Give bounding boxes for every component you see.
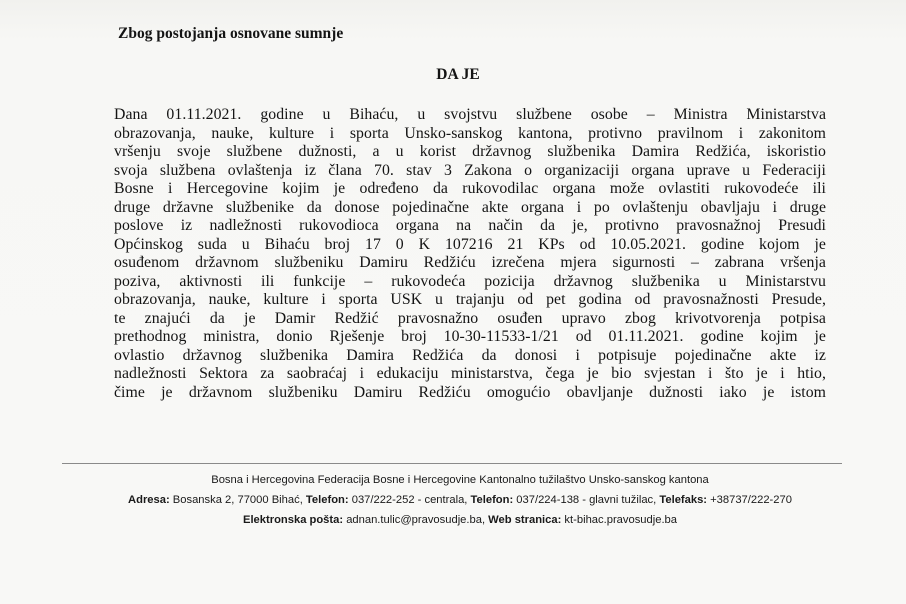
body-paragraph bbox=[114, 106, 826, 402]
section-heading: DA JE bbox=[436, 66, 480, 83]
phone-value: 037/224-138 - glavni tužilac, bbox=[513, 494, 660, 506]
address-value: Bosanska 2, 77000 Bihać, bbox=[169, 494, 306, 506]
footer-online bbox=[70, 510, 850, 530]
text-line: osuđenom državnom službeniku Damiru Redžiću izrečena mjera sigurnosti – zabrana vršenja bbox=[114, 254, 826, 271]
phone-label: Telefon: bbox=[305, 494, 349, 506]
footer-institution: Bosna i Hercegovina Federacija Bosne i Hercegovine Kantonalno tužilaštvo Unsko-sanskog kantona bbox=[211, 474, 709, 486]
fax-label: Telefaks: bbox=[659, 494, 708, 506]
text-line: druge državne službenike da donose pojedinačne akte organa i po ovlaštenju obavljaju i druge bbox=[114, 198, 826, 216]
text-line: Bosne i Hercegovine kojim je određeno da rukovodilac organa može ovlastiti rukovodeće ili bbox=[114, 180, 826, 197]
web-label: Web stranica: bbox=[488, 514, 562, 526]
text-line: svoja službena ovlaštenja iz člana 70. stav 3 Zakona o organizaciji organa uprave u Federaciji bbox=[114, 161, 826, 179]
text-line: obrazovanja, nauke, kulture i sporta Unsko-sanskog kantona, protivno pravilnom i zakonitom bbox=[114, 124, 826, 142]
text-line: čime je državnom službeniku Damiru Redžiću omogućio obavljanje dužnosti iako je istom bbox=[114, 383, 826, 401]
phone-label: Telefon: bbox=[470, 494, 514, 506]
text-line: Općinskog suda u Bihaću broj 17 0 K 107216 21 KPs od 10.05.2021. godine kojom je bbox=[114, 235, 826, 253]
text-line: poziva, aktivnosti ili funkcije – rukovodeća pozicija državnog službenika u Ministarstvu bbox=[114, 272, 826, 290]
text-line: prethodnog ministra, donio Rješenje broj 10-30-11533-1/21 od 01.11.2021. godine kojim je bbox=[114, 328, 826, 345]
text-line: obrazovanja, nauke, kulture i sporta USK u trajanju od pet godina od pravosnažnosti Presude, bbox=[114, 291, 826, 308]
text-line: ovlastio državnog službenika Damira Redžića da donosi i potpisuje pojedinačne akte iz bbox=[114, 346, 826, 364]
email-label: Elektronska pošta: bbox=[242, 514, 344, 526]
text-line: nadležnosti Sektora za saobraćaj i edukaciju ministarstva, čega je bio svjestan i što je i htio, bbox=[114, 365, 826, 382]
footer-divider bbox=[62, 463, 842, 464]
web-link[interactable]: kt-bihac.pravosudje.ba bbox=[561, 514, 677, 526]
text-line: te znajući da je Damir Redžić pravosnažno osuđen upravo zbog krivotvorenja potpisa bbox=[114, 309, 826, 327]
intro-text: Zbog postojanja osnovane sumnje bbox=[118, 25, 344, 42]
phone-value: 037/222-252 - centrala, bbox=[348, 494, 471, 506]
footer-contacts bbox=[70, 490, 850, 510]
text-line: vršenju svoje službene dužnosti, a u korist državnog službenika Damira Redžića, iskoristio bbox=[114, 143, 826, 160]
footer bbox=[70, 470, 850, 530]
text-line: Dana 01.11.2021. godine u Bihaću, u svojstvu službene osobe – Ministra Ministarstva bbox=[114, 106, 826, 123]
text-line: poslove iz nadležnosti rukovodioca organa na način da je, protivno pravosnažnoj Presudi bbox=[114, 217, 826, 234]
fax-value: +38737/222-270 bbox=[707, 494, 792, 506]
address-label: Adresa: bbox=[128, 494, 170, 506]
email-link[interactable]: adnan.tulic@pravosudje.ba, bbox=[343, 514, 489, 526]
